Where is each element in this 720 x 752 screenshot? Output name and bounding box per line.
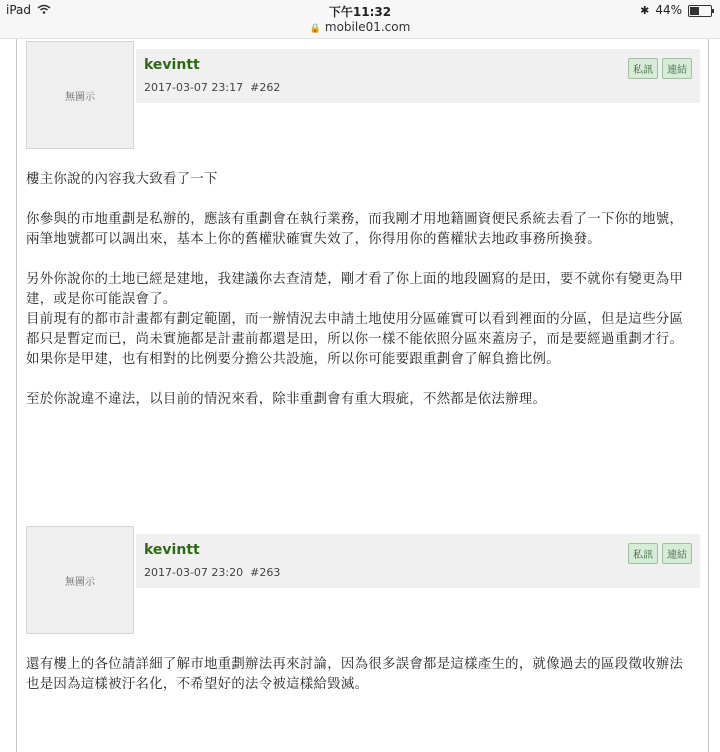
link-button[interactable]: 連結 [662, 58, 692, 79]
link-button[interactable]: 連結 [662, 543, 692, 564]
address-bar[interactable] [0, 20, 720, 39]
post-paragraph: 另外你說你的土地已經是建地，我建議你去查清楚，剛才看了你上面的地段圖寫的是田，要不就你有變更為甲建，或是你可能誤會了。 目前現有的都市計畫都有劃定範圍，而一辦情況去申請土地使用分區確實可以看到裡面的分區，但是這些分區都只是暫定而已，尚未實施都是計畫前都還是田，所以你一樣不能依照分區來蓋房子，而是要經過重劃才行。 如果你是甲建，也有相對的比例要分擔公共設施，所以你可能要跟重劃會了解負擔比例。 [26, 272, 684, 367]
url-text: mobile01.com [324, 20, 411, 34]
left-border [16, 39, 17, 752]
post-paragraph: 還有樓上的各位請詳細了解市地重劃辦法再來討論，因為很多誤會都是這樣產生的，就像過去的區段徵收辦法也是因為這樣被汙名化，不希望好的法令被這樣給毀滅。 [26, 657, 684, 692]
lock-icon: 🔒 [309, 24, 321, 34]
battery-icon [688, 5, 712, 17]
private-message-button[interactable]: 私訊 [628, 543, 658, 564]
post-body [26, 655, 696, 695]
device-name: iPad [6, 3, 32, 17]
avatar[interactable]: 無圖示 [26, 526, 134, 634]
post-header [26, 41, 700, 151]
post-paragraph: 樓主你說的內容我大致看了一下 [26, 172, 218, 187]
username-link[interactable]: kevintt [144, 57, 200, 73]
post-body [26, 170, 696, 410]
status-right [640, 3, 712, 17]
post-date [144, 566, 280, 579]
post-paragraph: 你參與的市地重劃是私辦的，應該有重劃會在執行業務，而我剛才用地籍圖資便民系統去看了一下你的地號，兩筆地號都可以調出來，基本上你的舊權狀確實失效了，你得用你的舊權狀去地政事務所換發。 [26, 212, 684, 247]
bluetooth-icon: ✱ [640, 3, 650, 17]
post-actions [628, 58, 692, 79]
post-paragraph: 至於你說違不違法，以目前的情況來看，除非重劃會有重大瑕疵，不然都是依法辦理。 [26, 392, 547, 407]
clock: 下午11:32 [328, 5, 392, 19]
post-date-text: 2017-03-07 23:17 [144, 81, 244, 94]
avatar[interactable]: 無圖示 [26, 41, 134, 149]
post-header [26, 526, 700, 636]
username-link[interactable]: kevintt [144, 542, 200, 558]
post-meta [136, 49, 700, 103]
right-border [708, 39, 709, 752]
private-message-button[interactable]: 私訊 [628, 58, 658, 79]
battery-percent: 44% [655, 3, 682, 17]
post-number[interactable]: #262 [250, 81, 281, 94]
post-date [144, 81, 280, 94]
post-actions [628, 543, 692, 564]
post-number[interactable]: #263 [250, 566, 281, 579]
thread-content [0, 39, 720, 752]
post-meta [136, 534, 700, 588]
post-date-text: 2017-03-07 23:20 [144, 566, 244, 579]
status-bar [0, 0, 720, 20]
